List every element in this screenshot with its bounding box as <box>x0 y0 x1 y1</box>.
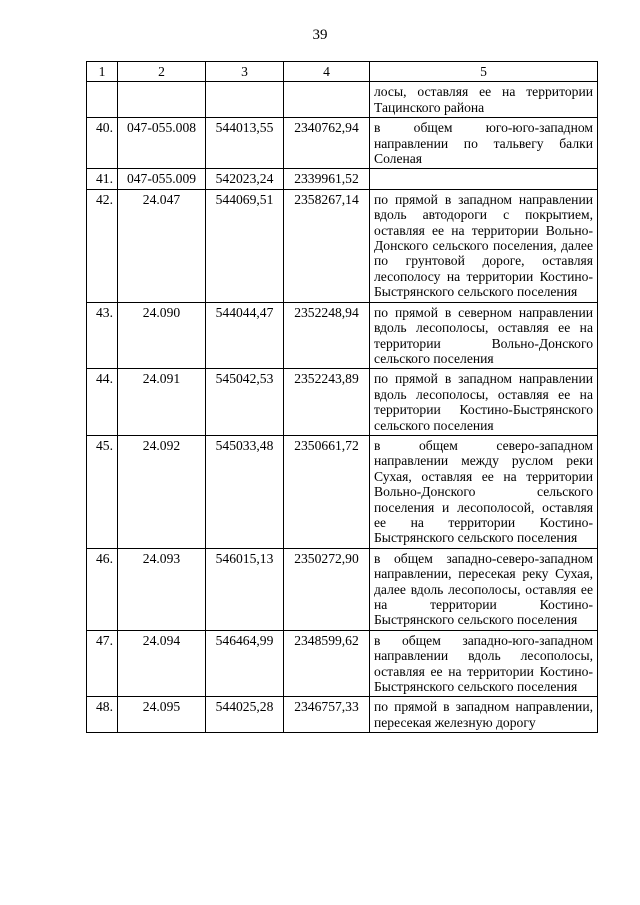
boundary-description: в общем западно-северо-западном направлении, пересекая реку Сухая, далее вдоль лесополосы, оставляя ее на территории Костино-Быстрянского сельского поселения <box>370 548 598 630</box>
coordinate-y: 2346757,33 <box>284 697 370 733</box>
point-code: 24.091 <box>118 369 206 436</box>
row-number: 45. <box>87 435 118 548</box>
point-code: 047-055.008 <box>118 118 206 169</box>
coordinate-x: 546464,99 <box>206 630 284 697</box>
coordinate-y: 2358267,14 <box>284 189 370 302</box>
table-body <box>87 82 598 733</box>
row-number: 43. <box>87 302 118 369</box>
point-code: 24.094 <box>118 630 206 697</box>
coordinate-x: 545042,53 <box>206 369 284 436</box>
header-cell: 2 <box>118 62 206 82</box>
boundary-description: лосы, оставляя ее на территории Тацинского района <box>370 82 598 118</box>
boundary-description: по прямой в западном направлении вдоль автодороги с покрытием, оставляя ее на территории Вольно-Донского сельского поселения, далее по грунтовой дороге, оставляя лесополосу на территории Костино-Быстрянского сельского поселения <box>370 189 598 302</box>
coordinate-x: 544069,51 <box>206 189 284 302</box>
coordinate-x: 544025,28 <box>206 697 284 733</box>
boundary-description: в общем северо-западном направлении между руслом реки Сухая, оставляя ее на территории Вольно-Донского сельского поселения и лесополосой, оставляя ее на территории Костино-Быстрянского сельского поселения <box>370 435 598 548</box>
row-number: 46. <box>87 548 118 630</box>
boundary-description: в общем западно-юго-западном направлении вдоль лесополосы, оставляя ее на территории Костино-Быстрянского сельского поселения <box>370 630 598 697</box>
coordinate-y <box>284 82 370 118</box>
table-row <box>87 630 598 697</box>
boundary-description: в общем юго-юго-западном направлении по тальвегу балки Соленая <box>370 118 598 169</box>
row-number: 42. <box>87 189 118 302</box>
coordinate-y: 2350661,72 <box>284 435 370 548</box>
boundary-description: по прямой в западном направлении вдоль лесополосы, оставляя ее на территории Костино-Быстрянского сельского поселения <box>370 369 598 436</box>
coordinate-y: 2350272,90 <box>284 548 370 630</box>
table-header-row <box>87 62 598 82</box>
header-cell: 5 <box>370 62 598 82</box>
coordinate-x: 546015,13 <box>206 548 284 630</box>
row-number: 48. <box>87 697 118 733</box>
header-cell: 1 <box>87 62 118 82</box>
row-number: 41. <box>87 169 118 189</box>
boundary-description <box>370 169 598 189</box>
coordinate-x: 545033,48 <box>206 435 284 548</box>
boundary-table <box>86 61 598 733</box>
header-cell: 4 <box>284 62 370 82</box>
table-row <box>87 697 598 733</box>
boundary-description: по прямой в северном направлении вдоль лесополосы, оставляя ее на территории Вольно-Донского сельского поселения <box>370 302 598 369</box>
coordinate-y: 2339961,52 <box>284 169 370 189</box>
table-row <box>87 82 598 118</box>
coordinate-y: 2352248,94 <box>284 302 370 369</box>
point-code: 047-055.009 <box>118 169 206 189</box>
table-row <box>87 548 598 630</box>
table-row <box>87 435 598 548</box>
page-number: 39 <box>312 27 328 43</box>
point-code: 24.047 <box>118 189 206 302</box>
point-code: 24.092 <box>118 435 206 548</box>
row-number <box>87 82 118 118</box>
point-code: 24.090 <box>118 302 206 369</box>
point-code: 24.093 <box>118 548 206 630</box>
header-cell: 3 <box>206 62 284 82</box>
point-code <box>118 82 206 118</box>
table-row <box>87 169 598 189</box>
coordinate-x <box>206 82 284 118</box>
coordinate-x: 544013,55 <box>206 118 284 169</box>
row-number: 47. <box>87 630 118 697</box>
table-row <box>87 118 598 169</box>
point-code: 24.095 <box>118 697 206 733</box>
row-number: 40. <box>87 118 118 169</box>
coordinate-y: 2348599,62 <box>284 630 370 697</box>
coordinate-y: 2340762,94 <box>284 118 370 169</box>
coordinate-x: 542023,24 <box>206 169 284 189</box>
table-row <box>87 369 598 436</box>
coordinate-x: 544044,47 <box>206 302 284 369</box>
row-number: 44. <box>87 369 118 436</box>
table-row <box>87 302 598 369</box>
boundary-description: по прямой в западном направлении, пересекая железную дорогу <box>370 697 598 733</box>
coordinate-y: 2352243,89 <box>284 369 370 436</box>
table-row <box>87 189 598 302</box>
